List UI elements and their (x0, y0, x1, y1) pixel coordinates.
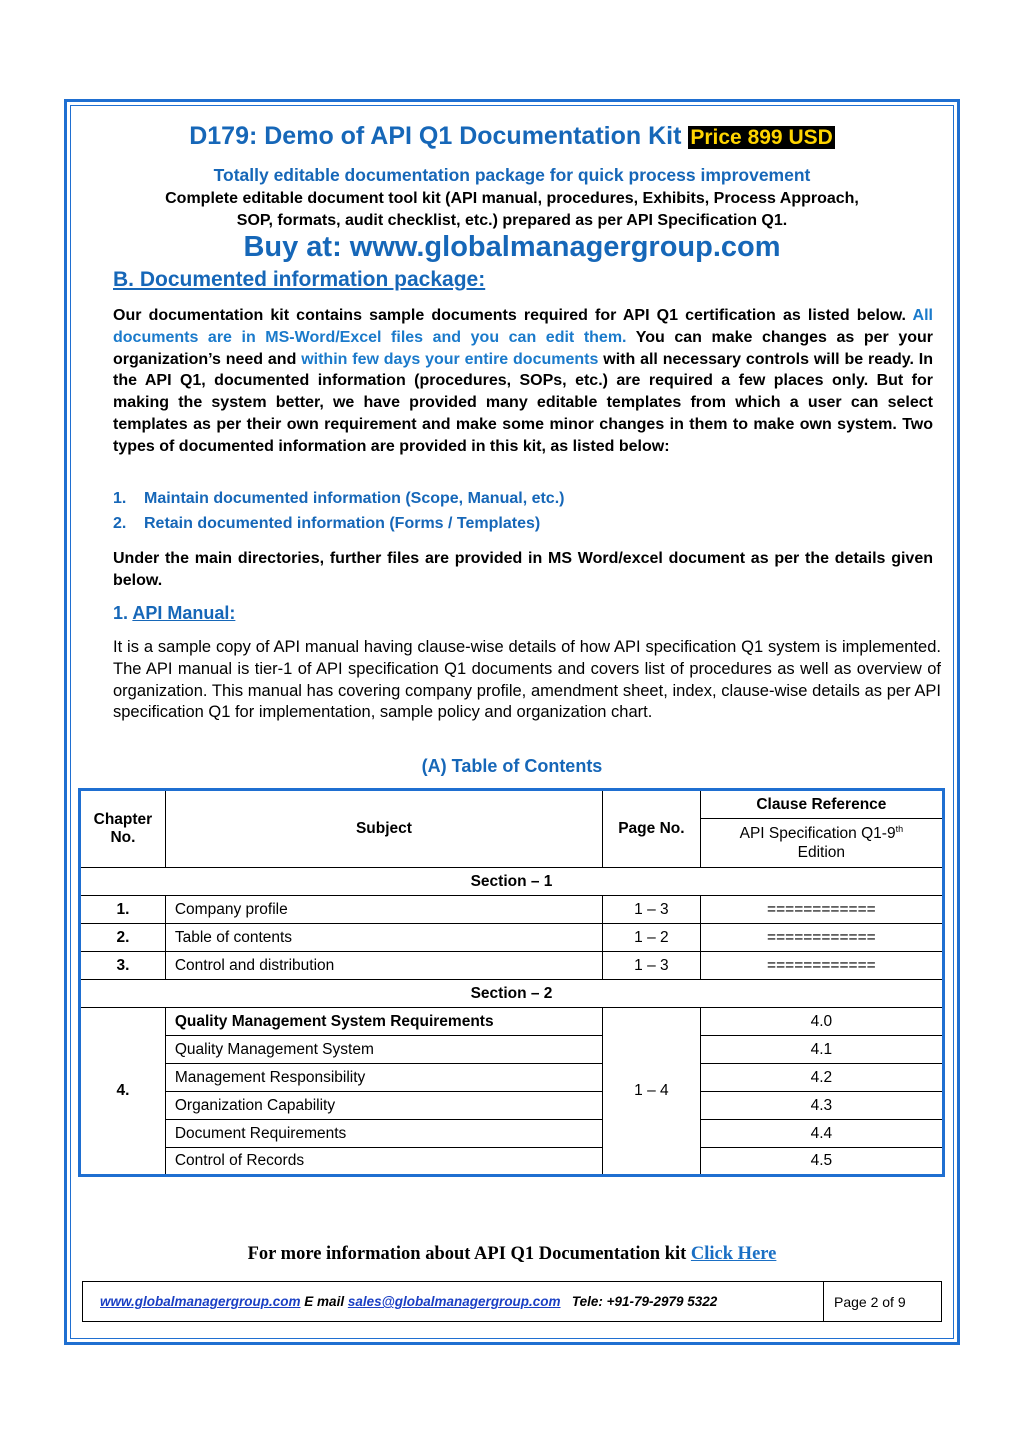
section-heading: B. Documented information package: (113, 268, 486, 291)
table-row: Management Responsibility 4.2 (80, 1064, 944, 1092)
table-row: 4. Quality Management System Requirements 1 – 4 4.0 (80, 1008, 944, 1036)
table-of-contents (78, 788, 945, 1177)
header-subject: Subject (165, 790, 602, 868)
page-number: Page 2 of 9 (834, 1294, 906, 1310)
table-row: 1. Company profile 1 – 3 ============ (80, 896, 944, 924)
api-manual-description: It is a sample copy of API manual having clause-wise details of how API specification Q1 system is implemented. The API manual is tier-1 of API specification Q1 documents and covers list of procedures as well as overview of organization. This manual has covering company profile, amendment sheet, index, clause-wise details as per API specification Q1 for implementation, sample policy and organization chart. (113, 638, 941, 722)
header-page-no: Page No. (603, 790, 701, 868)
footer-email-label: E mail (304, 1294, 345, 1309)
footer-website-link[interactable]: www.globalmanagergroup.com (100, 1294, 301, 1309)
header-spec-edition: API Specification Q1-9th Edition (700, 819, 943, 868)
click-here-link[interactable]: Click Here (690, 1244, 777, 1264)
header-clause-reference: Clause Reference (700, 790, 943, 819)
footer (82, 1281, 942, 1322)
subtitle: Totally editable documentation package for quick process improvement (213, 165, 811, 185)
header-chapter-no: Chapter No. (80, 790, 166, 868)
chapter-4: 4. (80, 1008, 166, 1176)
directories-paragraph: Under the main directories, further files are provided in MS Word/excel document as per the details given below. (113, 550, 933, 589)
list-item: 2. Retain documented information (Forms / Templates) (113, 515, 541, 532)
section-row: Section – 1 (80, 868, 944, 896)
chapter-4-pages: 1 – 4 (603, 1008, 701, 1176)
price-badge: Price 899 USD (690, 126, 833, 149)
table-row: Control of Records 4.5 (80, 1148, 944, 1176)
toolkit-description: Complete editable document tool kit (API manual, procedures, Exhibits, Process Approach, SOP, formats, audit checklist, etc.) prepared as per API Specification Q1. (165, 190, 859, 229)
more-info-line: For more information about API Q1 Documentation kit Click Here (247, 1244, 777, 1264)
footer-email-link[interactable]: sales@globalmanagergroup.com (347, 1294, 561, 1309)
intro-paragraph: Our documentation kit contains sample documents required for API Q1 certification as listed below. All documents are in MS-Word/Excel files and you can edit them. You can make changes as per your organization’s need and within few days your entire documents with all necessary controls will be ready. In the API Q1, documented information (procedures, SOPs, etc.) are required a few places only. But for making the system better, we have provided many editable templates from which a user can select templates as per their own requirement and make some minor changes in them to make own system. Two types of documented information are provided in this kit, as listed below: (113, 307, 933, 455)
section-row: Section – 2 (80, 980, 944, 1008)
table-row: 3. Control and distribution 1 – 3 ============ (80, 952, 944, 980)
documented-info-list (113, 488, 564, 538)
table-row: 2. Table of contents 1 – 2 ============ (80, 924, 944, 952)
list-item: 1. Maintain documented information (Scope, Manual, etc.) (113, 490, 565, 507)
page-title: D179: Demo of API Q1 Documentation Kit Price 899 USD (189, 122, 833, 150)
table-row: Quality Management System 4.1 (80, 1036, 944, 1064)
buy-at-link[interactable]: Buy at: www.globalmanagergroup.com (243, 231, 781, 263)
footer-divider (823, 1282, 824, 1321)
table-row: Organization Capability 4.3 (80, 1092, 944, 1120)
table-row: Document Requirements 4.4 (80, 1120, 944, 1148)
toc-title: (A) Table of Contents (421, 756, 603, 776)
footer-tele: Tele: +91-79-2979 5322 (571, 1294, 718, 1309)
api-manual-heading: 1. API Manual: (113, 603, 236, 623)
